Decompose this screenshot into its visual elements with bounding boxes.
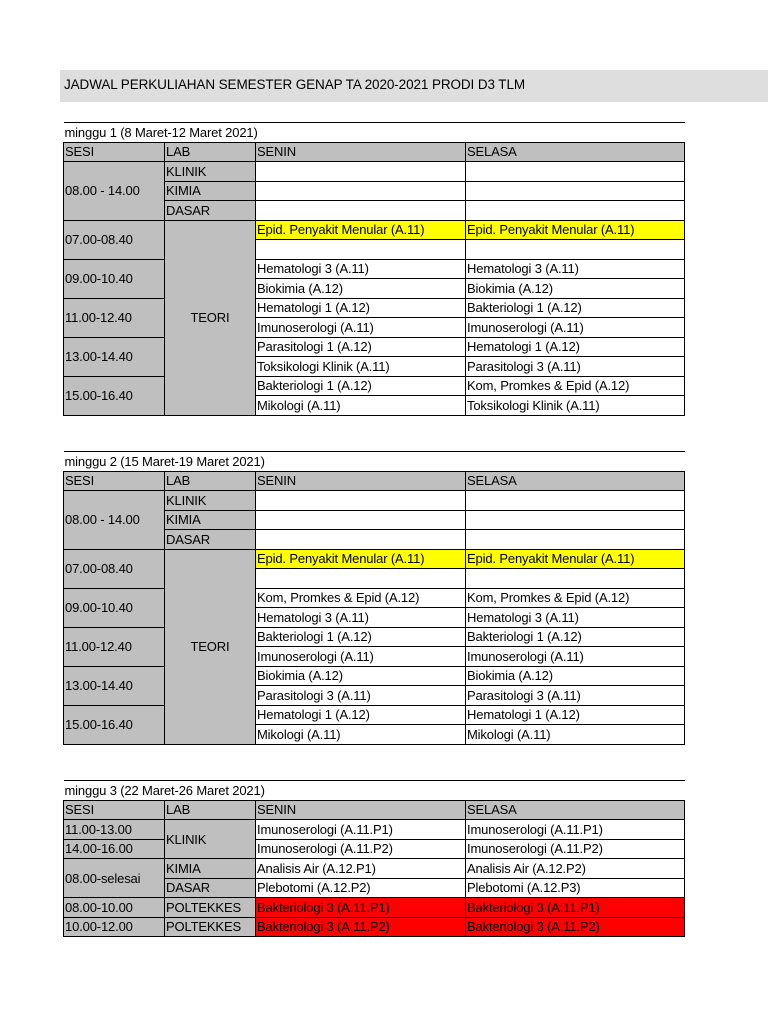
schedule-cell: Parasitologi 3 (A.11) bbox=[466, 686, 685, 706]
header-selasa: SELASA bbox=[466, 800, 685, 820]
header-selasa: SELASA bbox=[466, 471, 685, 491]
schedule-cell: Imunoserologi (A.11.P1) bbox=[466, 820, 685, 840]
lab-cell: KIMIA bbox=[165, 859, 256, 879]
schedule-cell: Hematologi 1 (A.12) bbox=[466, 705, 685, 725]
week2-table bbox=[63, 451, 685, 745]
schedule-cell: Parasitologi 3 (A.11) bbox=[466, 357, 685, 377]
lab-cell: KIMIA bbox=[165, 181, 256, 201]
schedule-cell: Bakteriologi 1 (A.12) bbox=[466, 298, 685, 318]
schedule-cell: Analisis Air (A.12.P2) bbox=[466, 859, 685, 879]
sesi-cell: 10.00-12.00 bbox=[64, 917, 165, 937]
schedule-cell: Hematologi 3 (A.11) bbox=[256, 608, 466, 628]
header-lab: LAB bbox=[165, 142, 256, 162]
schedule-cell bbox=[466, 181, 685, 201]
schedule-cell: Hematologi 3 (A.11) bbox=[466, 259, 685, 279]
schedule-cell: Toksikologi Klinik (A.11) bbox=[466, 396, 685, 416]
lab-cell: KLINIK bbox=[165, 820, 256, 859]
schedule-cell: Mikologi (A.11) bbox=[466, 725, 685, 745]
sesi-cell: 11.00-13.00 bbox=[64, 820, 165, 840]
schedule-cell bbox=[466, 491, 685, 511]
schedule-cell: Biokimia (A.12) bbox=[466, 666, 685, 686]
lab-cell: DASAR bbox=[165, 530, 256, 550]
schedule-cell: Imunoserologi (A.11.P1) bbox=[256, 820, 466, 840]
schedule-cell: Imunoserologi (A.11.P2) bbox=[466, 839, 685, 859]
header-sesi: SESI bbox=[64, 142, 165, 162]
schedule-cell: Epid. Penyakit Menular (A.11) bbox=[466, 549, 685, 569]
header-sesi: SESI bbox=[64, 800, 165, 820]
schedule-cell bbox=[256, 530, 466, 550]
schedule-cell: Hematologi 3 (A.11) bbox=[256, 259, 466, 279]
sesi-cell: 07.00-08.40 bbox=[64, 220, 165, 259]
schedule-cell: Kom, Promkes & Epid (A.12) bbox=[256, 588, 466, 608]
sesi-cell: 09.00-10.40 bbox=[64, 259, 165, 298]
week-label: minggu 1 (8 Maret-12 Maret 2021) bbox=[64, 123, 685, 143]
schedule-cell: Bakteriologi 3 (A.11.P1) bbox=[466, 898, 685, 918]
schedule-cell: Parasitologi 3 (A.11) bbox=[256, 686, 466, 706]
schedule-cell: Bakteriologi 3 (A.11.P2) bbox=[256, 917, 466, 937]
week-label: minggu 3 (22 Maret-26 Maret 2021) bbox=[64, 781, 685, 801]
sesi-cell: 09.00-10.40 bbox=[64, 588, 165, 627]
header-senin: SENIN bbox=[256, 142, 466, 162]
schedule-cell bbox=[256, 162, 466, 182]
teori-cell: TEORI bbox=[165, 549, 256, 744]
sesi-cell: 08.00 - 14.00 bbox=[64, 491, 165, 550]
sesi-cell: 08.00 - 14.00 bbox=[64, 162, 165, 221]
week3-table bbox=[63, 780, 685, 937]
schedule-cell: Analisis Air (A.12.P1) bbox=[256, 859, 466, 879]
schedule-cell: Plebotomi (A.12.P2) bbox=[256, 878, 466, 898]
header-sesi: SESI bbox=[64, 471, 165, 491]
lab-cell: DASAR bbox=[165, 201, 256, 221]
schedule-cell: Imunoserologi (A.11) bbox=[466, 647, 685, 667]
schedule-cell: Epid. Penyakit Menular (A.11) bbox=[256, 220, 466, 240]
schedule-cell bbox=[466, 162, 685, 182]
schedule-cell: Imunoserologi (A.11) bbox=[256, 647, 466, 667]
header-lab: LAB bbox=[165, 800, 256, 820]
schedule-cell: Imunoserologi (A.11) bbox=[256, 318, 466, 338]
schedule-cell: Biokimia (A.12) bbox=[256, 279, 466, 299]
schedule-cell: Hematologi 1 (A.12) bbox=[256, 705, 466, 725]
lab-cell: KLINIK bbox=[165, 491, 256, 511]
schedule-cell: Bakteriologi 1 (A.12) bbox=[466, 627, 685, 647]
schedule-cell: Kom, Promkes & Epid (A.12) bbox=[466, 588, 685, 608]
schedule-cell: Biokimia (A.12) bbox=[256, 666, 466, 686]
sesi-cell: 15.00-16.40 bbox=[64, 376, 165, 415]
schedule-cell bbox=[256, 240, 466, 260]
sesi-cell: 08.00-10.00 bbox=[64, 898, 165, 918]
schedule-cell: Biokimia (A.12) bbox=[466, 279, 685, 299]
schedule-cell bbox=[256, 510, 466, 530]
sesi-cell: 08.00-selesai bbox=[64, 859, 165, 898]
sesi-cell: 15.00-16.40 bbox=[64, 705, 165, 744]
sesi-cell: 11.00-12.40 bbox=[64, 298, 165, 337]
schedule-cell: Hematologi 1 (A.12) bbox=[256, 298, 466, 318]
lab-cell: DASAR bbox=[165, 878, 256, 898]
schedule-cell: Imunoserologi (A.11.P2) bbox=[256, 839, 466, 859]
schedule-cell: Bakteriologi 1 (A.12) bbox=[256, 627, 466, 647]
header-senin: SENIN bbox=[256, 800, 466, 820]
schedule-cell bbox=[256, 569, 466, 589]
schedule-cell: Epid. Penyakit Menular (A.11) bbox=[466, 220, 685, 240]
sesi-cell: 07.00-08.40 bbox=[64, 549, 165, 588]
schedule-cell: Hematologi 1 (A.12) bbox=[466, 337, 685, 357]
schedule-cell: Plebotomi (A.12.P3) bbox=[466, 878, 685, 898]
schedule-cell bbox=[256, 491, 466, 511]
schedule-cell: Kom, Promkes & Epid (A.12) bbox=[466, 376, 685, 396]
sesi-cell: 11.00-12.40 bbox=[64, 627, 165, 666]
schedule-cell: Imunoserologi (A.11) bbox=[466, 318, 685, 338]
schedule-cell: Mikologi (A.11) bbox=[256, 396, 466, 416]
teori-cell: TEORI bbox=[165, 220, 256, 415]
lab-cell: KLINIK bbox=[165, 162, 256, 182]
lab-cell: POLTEKKES bbox=[165, 917, 256, 937]
schedule-cell bbox=[256, 201, 466, 221]
page-title: JADWAL PERKULIAHAN SEMESTER GENAP TA 2020-2021 PRODI D3 TLM bbox=[64, 77, 526, 92]
schedule-cell: Mikologi (A.11) bbox=[256, 725, 466, 745]
header-lab: LAB bbox=[165, 471, 256, 491]
schedule-cell: Parasitologi 1 (A.12) bbox=[256, 337, 466, 357]
sesi-cell: 13.00-14.40 bbox=[64, 666, 165, 705]
schedule-cell bbox=[256, 181, 466, 201]
lab-cell: POLTEKKES bbox=[165, 898, 256, 918]
week1-table bbox=[63, 122, 685, 416]
schedule-cell: Toksikologi Klinik (A.11) bbox=[256, 357, 466, 377]
sesi-cell: 13.00-14.40 bbox=[64, 337, 165, 376]
sesi-cell: 14.00-16.00 bbox=[64, 839, 165, 859]
schedule-cell: Bakteriologi 1 (A.12) bbox=[256, 376, 466, 396]
schedule-cell: Bakteriologi 3 (A.11.P2) bbox=[466, 917, 685, 937]
schedule-cell bbox=[466, 510, 685, 530]
schedule-cell bbox=[466, 569, 685, 589]
lab-cell: KIMIA bbox=[165, 510, 256, 530]
schedule-cell bbox=[466, 240, 685, 260]
schedule-cell bbox=[466, 201, 685, 221]
schedule-cell bbox=[466, 530, 685, 550]
schedule-cell: Epid. Penyakit Menular (A.11) bbox=[256, 549, 466, 569]
schedule-cell: Bakteriologi 3 (A.11.P1) bbox=[256, 898, 466, 918]
schedule-cell: Hematologi 3 (A.11) bbox=[466, 608, 685, 628]
header-selasa: SELASA bbox=[466, 142, 685, 162]
week-label: minggu 2 (15 Maret-19 Maret 2021) bbox=[64, 452, 685, 472]
header-senin: SENIN bbox=[256, 471, 466, 491]
